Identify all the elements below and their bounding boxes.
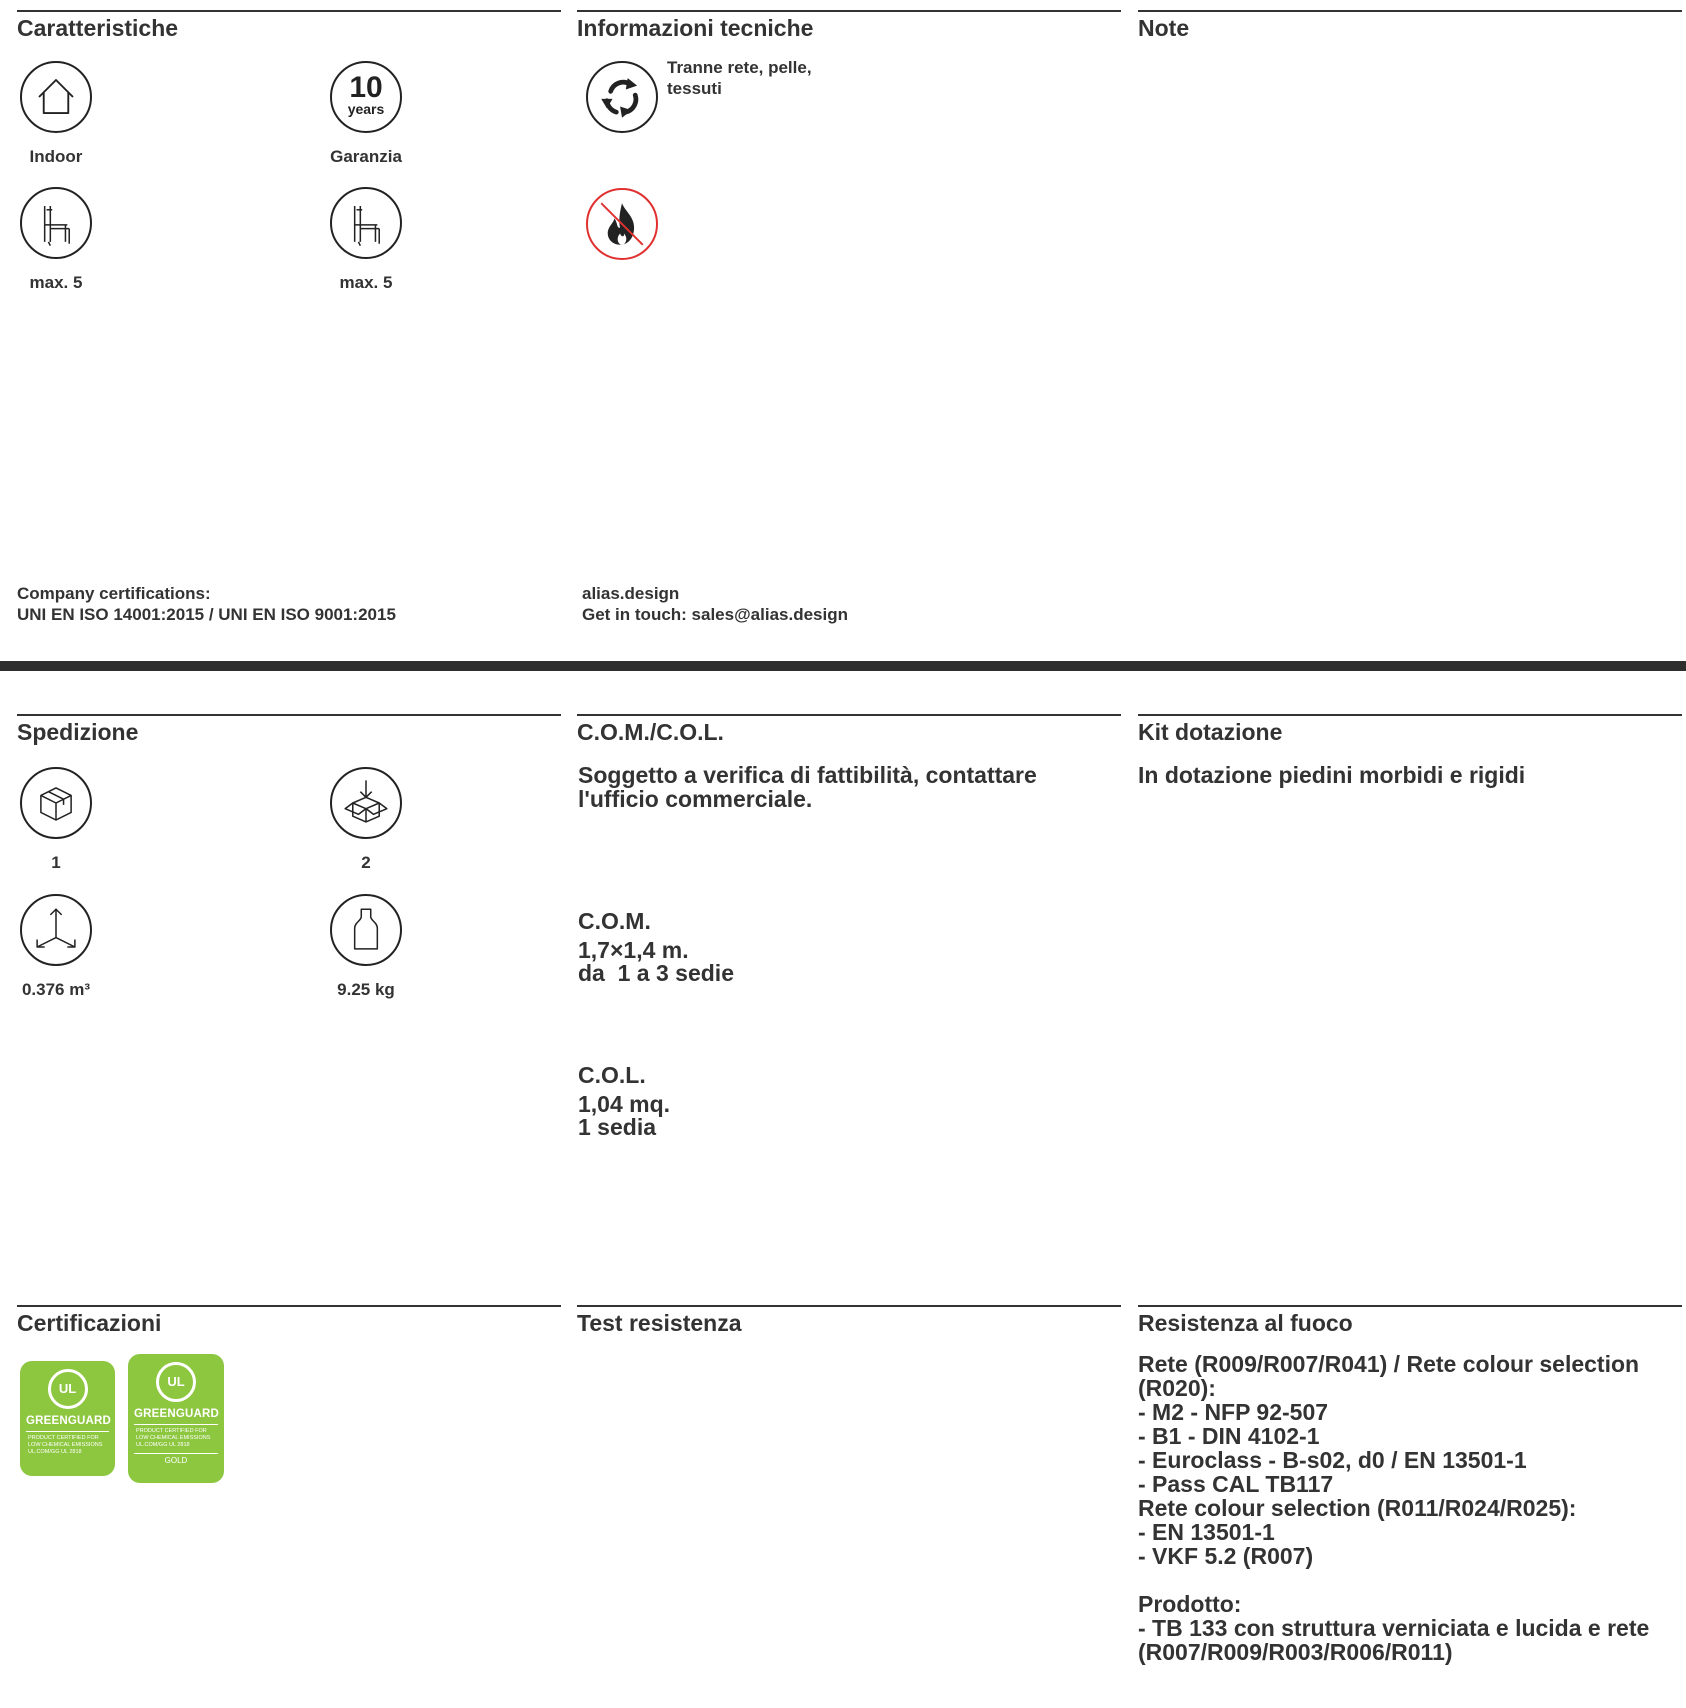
- fuoco-line: - Euroclass - B-s02, d0 / EN 13501-1: [1138, 1447, 1527, 1473]
- stack-max-label-2: max. 5: [339, 273, 393, 292]
- ul-mark-icon: UL: [156, 1362, 196, 1402]
- ten-years-unit: years: [347, 101, 385, 117]
- ten-years-icon: [330, 61, 402, 133]
- indoor-label: Indoor: [29, 147, 83, 166]
- fuoco-line: Rete (R009/R007/R041) / Rete colour selection (R020):: [1138, 1351, 1640, 1401]
- fuoco-line: Rete colour selection (R011/R024/R025):: [1138, 1495, 1577, 1521]
- greenguard-fine-print: PRODUCT CERTIFIED FOR LOW CHEMICAL EMISSIONS UL.COM/GG UL 2818: [28, 1435, 103, 1455]
- volume-axes-icon: [20, 894, 92, 966]
- weight-icon: [330, 894, 402, 966]
- stacking-chair-icon: [330, 187, 402, 259]
- com-title: C.O.M.: [578, 908, 651, 934]
- info-title: Informazioni tecniche: [577, 15, 814, 41]
- note-title: Note: [1138, 15, 1190, 41]
- recycle-icon: [586, 61, 658, 133]
- note-rule: [1138, 10, 1682, 12]
- stack-max-label-1: max. 5: [29, 273, 83, 292]
- fuoco-line: Prodotto:: [1138, 1591, 1242, 1617]
- fuoco-rule: [1138, 1305, 1682, 1307]
- greenguard-badge: [20, 1361, 115, 1476]
- fuoco-title: Resistenza al fuoco: [1138, 1310, 1353, 1336]
- site-link[interactable]: alias.design: [582, 584, 680, 603]
- fuoco-line: - TB 133 con struttura verniciata e lucida e rete (R007/R009/R003/R006/R011): [1138, 1615, 1650, 1665]
- com-chairs: da 1 a 3 sedie: [578, 960, 734, 986]
- ten-years-number: 10: [349, 71, 383, 104]
- test-title: Test resistenza: [577, 1310, 742, 1336]
- caratteristiche-title: Caratteristiche: [17, 15, 179, 41]
- open-box-icon: [330, 767, 402, 839]
- kit-title: Kit dotazione: [1138, 719, 1283, 745]
- house-icon: [20, 61, 92, 133]
- fuoco-line: - VKF 5.2 (R007): [1138, 1543, 1314, 1569]
- stacking-chair-icon: [20, 187, 92, 259]
- ul-mark-icon: UL: [48, 1369, 88, 1409]
- fuoco-line: - EN 13501-1: [1138, 1519, 1275, 1545]
- fuoco-line: - B1 - DIN 4102-1: [1138, 1423, 1320, 1449]
- greenguard-gold-fine-print: PRODUCT CERTIFIED FOR LOW CHEMICAL EMISSIONS UL.COM/GG UL 2818: [136, 1428, 211, 1448]
- col-area: 1,04 mq.: [578, 1091, 671, 1117]
- recycle-note: Tranne rete, pelle, tessuti: [667, 58, 812, 98]
- fuoco-line: - Pass CAL TB117: [1138, 1471, 1334, 1497]
- greenguard-gold-badge: [128, 1354, 224, 1483]
- certificazioni-rule: [17, 1305, 561, 1307]
- certificazioni-title: Certificazioni: [17, 1310, 162, 1336]
- box-icon: [20, 767, 92, 839]
- fuoco-spacer: [1138, 1568, 1678, 1592]
- garanzia-label: Garanzia: [330, 147, 402, 166]
- greenguard-gold-name: GREENGUARD: [134, 1408, 218, 1425]
- greenguard-name: GREENGUARD: [26, 1415, 109, 1432]
- company-cert-value: UNI EN ISO 14001:2015 / UNI EN ISO 9001:2015: [17, 605, 396, 624]
- spedizione-title: Spedizione: [17, 719, 139, 745]
- kit-rule: [1138, 714, 1682, 716]
- pieces-count-label: 2: [361, 853, 371, 872]
- contact-email[interactable]: Get in touch: sales@alias.design: [582, 605, 848, 624]
- caratteristiche-rule: [17, 10, 561, 12]
- comcol-intro: Soggetto a verifica di fattibilità, contattare l'ufficio commerciale.: [578, 762, 1037, 812]
- greenguard-gold-tier: GOLD: [134, 1453, 218, 1465]
- com-size: 1,7×1,4 m.: [578, 937, 689, 963]
- section-divider-band: [0, 661, 1686, 671]
- fuoco-text: [1138, 1352, 1678, 1664]
- fuoco-line: - M2 - NFP 92-507: [1138, 1399, 1329, 1425]
- company-cert-label: Company certifications:: [17, 584, 211, 603]
- test-rule: [577, 1305, 1121, 1307]
- info-rule: [577, 10, 1121, 12]
- volume-label: 0.376 m³: [21, 980, 91, 999]
- no-fire-icon: [586, 188, 658, 260]
- kit-text: In dotazione piedini morbidi e rigidi: [1138, 762, 1526, 788]
- spedizione-rule: [17, 714, 561, 716]
- col-title: C.O.L.: [578, 1062, 646, 1088]
- weight-label: 9.25 kg: [337, 980, 395, 999]
- col-chairs: 1 sedia: [578, 1114, 656, 1140]
- comcol-title: C.O.M./C.O.L.: [577, 719, 724, 745]
- comcol-rule: [577, 714, 1121, 716]
- package-count-label: 1: [51, 853, 61, 872]
